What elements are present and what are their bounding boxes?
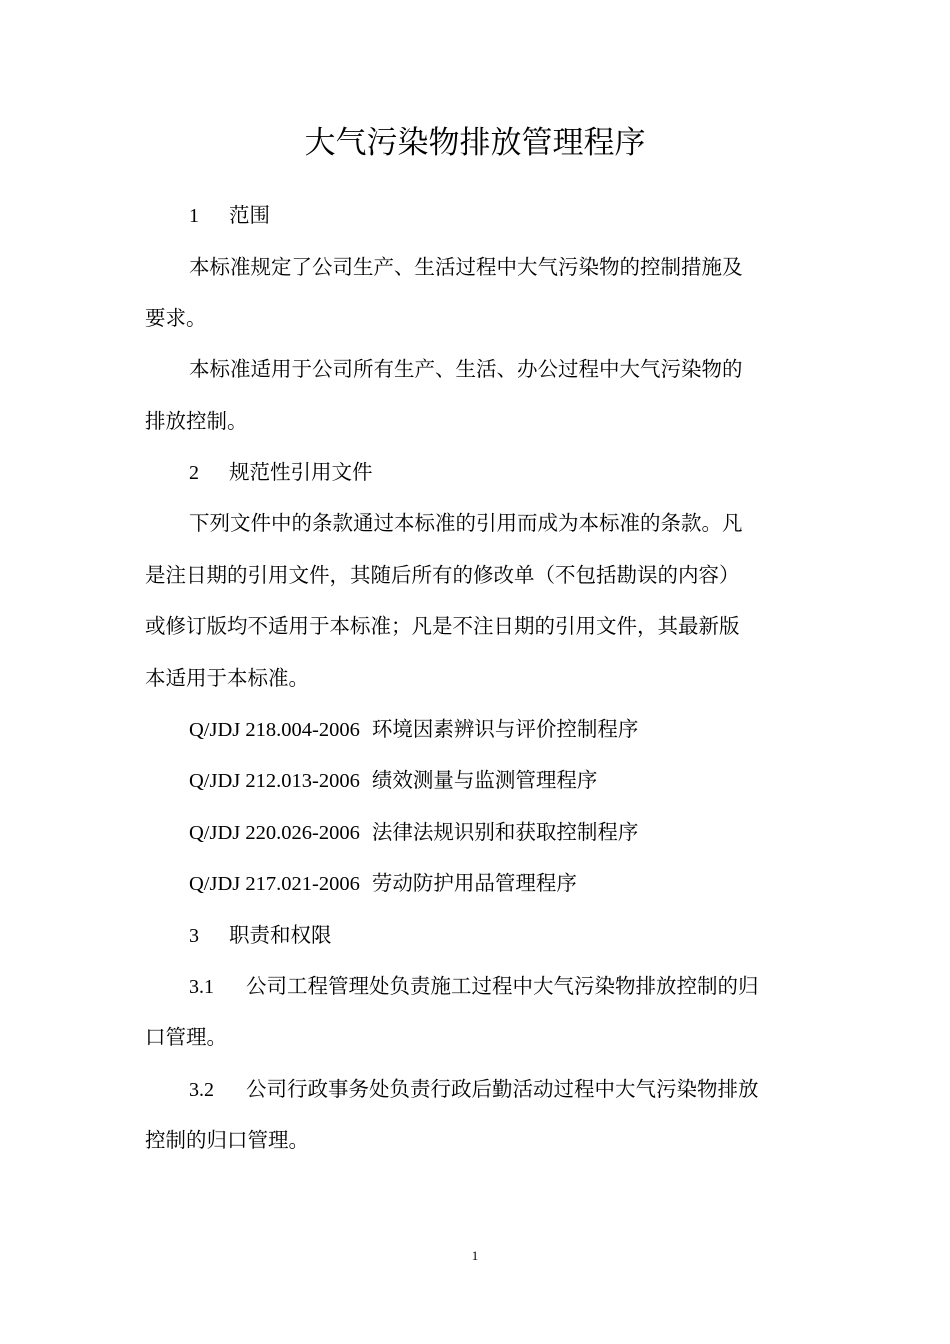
paragraph-line: 排放控制。 (145, 409, 248, 433)
reference-item (189, 765, 597, 796)
section-number: 2 (189, 462, 199, 484)
section-heading-2 (189, 457, 373, 488)
clause-line (189, 1074, 759, 1105)
reference-code: Q/JDJ 220.026-2006 (189, 822, 360, 844)
paragraph-line: 或修订版均不适用于本标准；凡是不注日期的引用文件，其最新版 (145, 614, 740, 638)
page-number: 1 (471, 1248, 479, 1263)
reference-name: 绩效测量与监测管理程序 (371, 768, 598, 792)
paragraph-line: 本标准规定了公司生产、生活过程中大气污染物的控制措施及 (189, 255, 743, 279)
reference-code: Q/JDJ 218.004-2006 (189, 719, 360, 741)
clause-number: 3.1 (189, 976, 214, 998)
clause-number: 3.2 (189, 1079, 214, 1101)
document-title: 大气污染物排放管理程序 (304, 125, 646, 161)
paragraph-line: 是注日期的引用文件，其随后所有的修改单（不包括勘误的内容） (145, 563, 740, 587)
paragraph-line: 控制的归口管理。 (145, 1128, 309, 1152)
paragraph-line: 口管理。 (145, 1025, 227, 1049)
section-number: 3 (189, 925, 199, 947)
section-number: 1 (189, 205, 199, 227)
reference-name: 劳动防护用品管理程序 (371, 871, 577, 895)
clause-line (189, 971, 759, 1002)
section-heading-3 (189, 920, 332, 951)
reference-item (189, 714, 638, 745)
paragraph-line: 本适用于本标准。 (145, 666, 309, 690)
section-heading-1 (189, 200, 270, 231)
reference-name: 环境因素辨识与评价控制程序 (371, 717, 639, 741)
reference-name: 法律法规识别和获取控制程序 (371, 820, 639, 844)
reference-item (189, 817, 638, 848)
clause-text: 公司工程管理处负责施工过程中大气污染物排放控制的归 (246, 974, 759, 998)
section-heading-text: 范围 (229, 203, 270, 227)
reference-code: Q/JDJ 217.021-2006 (189, 873, 360, 895)
paragraph-line: 要求。 (145, 306, 207, 330)
clause-text: 公司行政事务处负责行政后勤活动过程中大气污染物排放 (246, 1077, 759, 1101)
reference-item (189, 868, 577, 899)
paragraph-line: 本标准适用于公司所有生产、生活、办公过程中大气污染物的 (189, 357, 743, 381)
section-heading-text: 职责和权限 (229, 923, 332, 947)
reference-code: Q/JDJ 212.013-2006 (189, 770, 360, 792)
section-heading-text: 规范性引用文件 (229, 460, 373, 484)
paragraph-line: 下列文件中的条款通过本标准的引用而成为本标准的条款。凡 (189, 511, 743, 535)
